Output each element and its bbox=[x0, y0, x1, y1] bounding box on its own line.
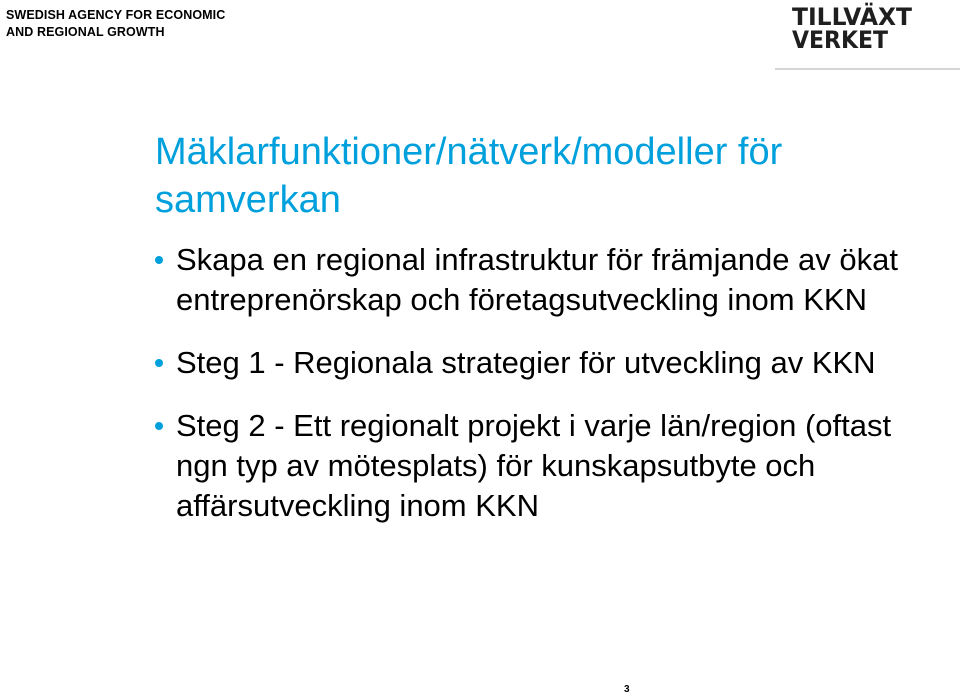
header-divider bbox=[775, 68, 960, 70]
logo-line-2: VERKET bbox=[792, 26, 889, 52]
page-number: 3 bbox=[624, 684, 630, 695]
bullet-dot-icon bbox=[155, 359, 163, 367]
agency-name bbox=[6, 7, 225, 41]
bullet-text: Steg 2 - Ett regionalt projekt i varje län/region (oftast ngn typ av mötesplats) för kunskapsutbyte och affärsutveckling inom KKN bbox=[176, 408, 892, 523]
bullet-list bbox=[155, 240, 945, 549]
agency-name-line-1: SWEDISH AGENCY FOR ECONOMIC bbox=[6, 8, 226, 22]
bullet-dot-icon bbox=[155, 256, 163, 264]
bullet-dot-icon bbox=[155, 422, 163, 430]
agency-name-line-2: AND REGIONAL GROWTH bbox=[6, 25, 165, 39]
tillvaxtverket-logo bbox=[790, 2, 915, 52]
slide-title: Mäklarfunktioner/nätverk/modeller för samverkan bbox=[155, 131, 783, 221]
bullet-item bbox=[155, 240, 945, 320]
logo-line-1: TILLVÄXT bbox=[792, 3, 915, 31]
bullet-text: Skapa en regional infrastruktur för främjande av ökat entreprenörskap och företagsutveckling inom KKN bbox=[176, 242, 898, 317]
bullet-item bbox=[155, 406, 945, 526]
bullet-text: Steg 1 - Regionala strategier för utveckling av KKN bbox=[176, 345, 876, 380]
bullet-item bbox=[155, 343, 945, 383]
